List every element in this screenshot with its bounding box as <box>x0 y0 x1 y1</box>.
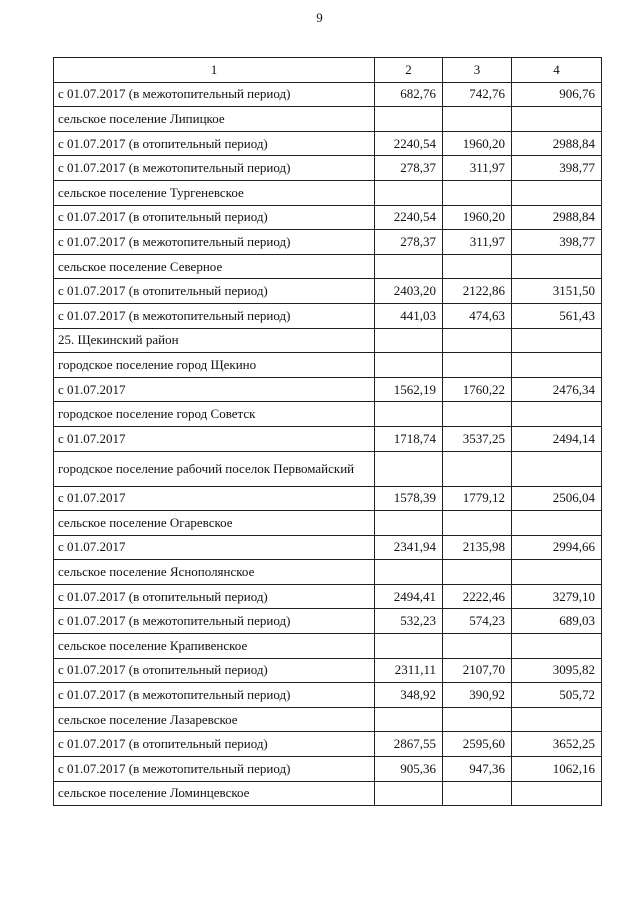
tariff-table <box>53 57 602 806</box>
row-label-cell: с 01.07.2017 (в межотопительный период) <box>54 609 375 634</box>
column-4-cell <box>512 781 602 806</box>
table-row <box>54 634 602 659</box>
column-3-cell <box>443 107 512 132</box>
column-4-cell: 3151,50 <box>512 279 602 304</box>
column-4-cell <box>512 707 602 732</box>
table-row <box>54 279 602 304</box>
page-number: 9 <box>316 10 323 25</box>
column-2-cell: 278,37 <box>375 156 443 181</box>
column-4-cell: 3095,82 <box>512 658 602 683</box>
column-2-cell <box>375 560 443 585</box>
column-4-cell <box>512 180 602 205</box>
table-row <box>54 732 602 757</box>
column-3-cell: 2122,86 <box>443 279 512 304</box>
row-label-cell: сельское поселение Лазаревское <box>54 707 375 732</box>
table-row <box>54 156 602 181</box>
row-label-cell: городское поселение город Советск <box>54 402 375 427</box>
row-label-cell: сельское поселение Липицкое <box>54 107 375 132</box>
column-3-cell: 3537,25 <box>443 426 512 451</box>
row-label-cell: сельское поселение Ломинцевское <box>54 781 375 806</box>
row-label-cell: с 01.07.2017 (в межотопительный период) <box>54 303 375 328</box>
table-row <box>54 82 602 107</box>
column-4-cell: 3652,25 <box>512 732 602 757</box>
column-2-cell <box>375 781 443 806</box>
table-row <box>54 451 602 486</box>
column-3-cell: 1779,12 <box>443 486 512 511</box>
column-2-cell <box>375 707 443 732</box>
row-label-cell: с 01.07.2017 <box>54 426 375 451</box>
table-body <box>54 58 602 806</box>
row-label-cell: с 01.07.2017 (в отопительный период) <box>54 584 375 609</box>
row-label-cell: с 01.07.2017 (в межотопительный период) <box>54 757 375 782</box>
column-3-cell: 311,97 <box>443 230 512 255</box>
table-row <box>54 560 602 585</box>
row-label-cell: сельское поселение Огаревское <box>54 511 375 536</box>
column-3-cell <box>443 353 512 378</box>
column-2-cell: 1718,74 <box>375 426 443 451</box>
column-4-cell <box>512 328 602 353</box>
column-2-cell <box>375 511 443 536</box>
column-4-cell <box>512 107 602 132</box>
table-row <box>54 303 602 328</box>
table-row <box>54 426 602 451</box>
column-2-cell <box>375 451 443 486</box>
column-header-3: 3 <box>443 58 512 83</box>
column-4-cell: 398,77 <box>512 230 602 255</box>
table-row <box>54 402 602 427</box>
table-row <box>54 377 602 402</box>
column-4-cell: 1062,16 <box>512 757 602 782</box>
row-label-cell: сельское поселение Северное <box>54 254 375 279</box>
column-3-cell: 1960,20 <box>443 205 512 230</box>
row-label-cell: городское поселение рабочий поселок Первомайский <box>54 451 375 486</box>
column-4-cell <box>512 402 602 427</box>
table-row <box>54 683 602 708</box>
column-header-1: 1 <box>54 58 375 83</box>
column-4-cell: 2476,34 <box>512 377 602 402</box>
column-4-cell: 2994,66 <box>512 535 602 560</box>
column-4-cell <box>512 451 602 486</box>
table-row <box>54 328 602 353</box>
table-row <box>54 230 602 255</box>
column-3-cell <box>443 511 512 536</box>
table-row <box>54 486 602 511</box>
column-2-cell: 682,76 <box>375 82 443 107</box>
column-2-cell: 2311,11 <box>375 658 443 683</box>
column-4-cell: 2988,84 <box>512 131 602 156</box>
column-3-cell: 474,63 <box>443 303 512 328</box>
row-label-cell: с 01.07.2017 (в отопительный период) <box>54 279 375 304</box>
column-3-cell: 742,76 <box>443 82 512 107</box>
column-3-cell <box>443 781 512 806</box>
table-row <box>54 757 602 782</box>
row-label-cell: 25. Щекинский район <box>54 328 375 353</box>
column-2-cell: 278,37 <box>375 230 443 255</box>
column-3-cell: 390,92 <box>443 683 512 708</box>
column-2-cell: 2403,20 <box>375 279 443 304</box>
column-header-4: 4 <box>512 58 602 83</box>
column-2-cell <box>375 180 443 205</box>
column-2-cell: 441,03 <box>375 303 443 328</box>
row-label-cell: с 01.07.2017 (в межотопительный период) <box>54 156 375 181</box>
row-label-cell: городское поселение город Щекино <box>54 353 375 378</box>
table-header-row <box>54 58 602 83</box>
column-4-cell: 505,72 <box>512 683 602 708</box>
column-3-cell: 947,36 <box>443 757 512 782</box>
column-2-cell <box>375 353 443 378</box>
column-2-cell: 905,36 <box>375 757 443 782</box>
column-2-cell: 2341,94 <box>375 535 443 560</box>
table-row <box>54 781 602 806</box>
column-2-cell <box>375 254 443 279</box>
column-4-cell: 3279,10 <box>512 584 602 609</box>
column-4-cell <box>512 511 602 536</box>
column-2-cell <box>375 107 443 132</box>
table-row <box>54 609 602 634</box>
column-2-cell <box>375 328 443 353</box>
column-3-cell <box>443 634 512 659</box>
column-3-cell: 2107,70 <box>443 658 512 683</box>
table-row <box>54 107 602 132</box>
row-label-cell: с 01.07.2017 (в межотопительный период) <box>54 230 375 255</box>
row-label-cell: с 01.07.2017 (в отопительный период) <box>54 658 375 683</box>
column-4-cell <box>512 353 602 378</box>
table-row <box>54 658 602 683</box>
column-2-cell: 1578,39 <box>375 486 443 511</box>
row-label-cell: с 01.07.2017 (в отопительный период) <box>54 732 375 757</box>
row-label-cell: с 01.07.2017 <box>54 377 375 402</box>
column-3-cell <box>443 328 512 353</box>
column-3-cell <box>443 402 512 427</box>
column-4-cell <box>512 254 602 279</box>
row-label-cell: с 01.07.2017 (в отопительный период) <box>54 131 375 156</box>
column-4-cell: 398,77 <box>512 156 602 181</box>
column-3-cell: 1760,22 <box>443 377 512 402</box>
table-row <box>54 353 602 378</box>
column-3-cell: 2595,60 <box>443 732 512 757</box>
row-label-cell: с 01.07.2017 (в межотопительный период) <box>54 683 375 708</box>
column-4-cell <box>512 634 602 659</box>
column-2-cell <box>375 402 443 427</box>
row-label-cell: с 01.07.2017 <box>54 486 375 511</box>
column-2-cell: 2494,41 <box>375 584 443 609</box>
table-row <box>54 131 602 156</box>
row-label-cell: сельское поселение Крапивенское <box>54 634 375 659</box>
column-2-cell: 2867,55 <box>375 732 443 757</box>
table-row <box>54 254 602 279</box>
column-4-cell <box>512 560 602 585</box>
column-3-cell <box>443 560 512 585</box>
table-row <box>54 707 602 732</box>
column-3-cell: 1960,20 <box>443 131 512 156</box>
row-label-cell: с 01.07.2017 <box>54 535 375 560</box>
column-3-cell: 2222,46 <box>443 584 512 609</box>
column-2-cell: 2240,54 <box>375 131 443 156</box>
column-4-cell: 906,76 <box>512 82 602 107</box>
table-row <box>54 535 602 560</box>
column-2-cell <box>375 634 443 659</box>
column-3-cell: 574,23 <box>443 609 512 634</box>
column-2-cell: 2240,54 <box>375 205 443 230</box>
column-3-cell <box>443 707 512 732</box>
row-label-cell: с 01.07.2017 (в отопительный период) <box>54 205 375 230</box>
column-3-cell <box>443 180 512 205</box>
column-3-cell: 311,97 <box>443 156 512 181</box>
table-row <box>54 205 602 230</box>
column-header-2: 2 <box>375 58 443 83</box>
column-4-cell: 561,43 <box>512 303 602 328</box>
column-3-cell <box>443 451 512 486</box>
column-3-cell: 2135,98 <box>443 535 512 560</box>
column-3-cell <box>443 254 512 279</box>
column-4-cell: 2988,84 <box>512 205 602 230</box>
column-2-cell: 1562,19 <box>375 377 443 402</box>
column-4-cell: 2506,04 <box>512 486 602 511</box>
row-label-cell: сельское поселение Тургеневское <box>54 180 375 205</box>
row-label-cell: сельское поселение Яснополянское <box>54 560 375 585</box>
table-row <box>54 511 602 536</box>
column-4-cell: 2494,14 <box>512 426 602 451</box>
row-label-cell: с 01.07.2017 (в межотопительный период) <box>54 82 375 107</box>
column-2-cell: 348,92 <box>375 683 443 708</box>
column-2-cell: 532,23 <box>375 609 443 634</box>
column-4-cell: 689,03 <box>512 609 602 634</box>
table-row <box>54 180 602 205</box>
table-row <box>54 584 602 609</box>
